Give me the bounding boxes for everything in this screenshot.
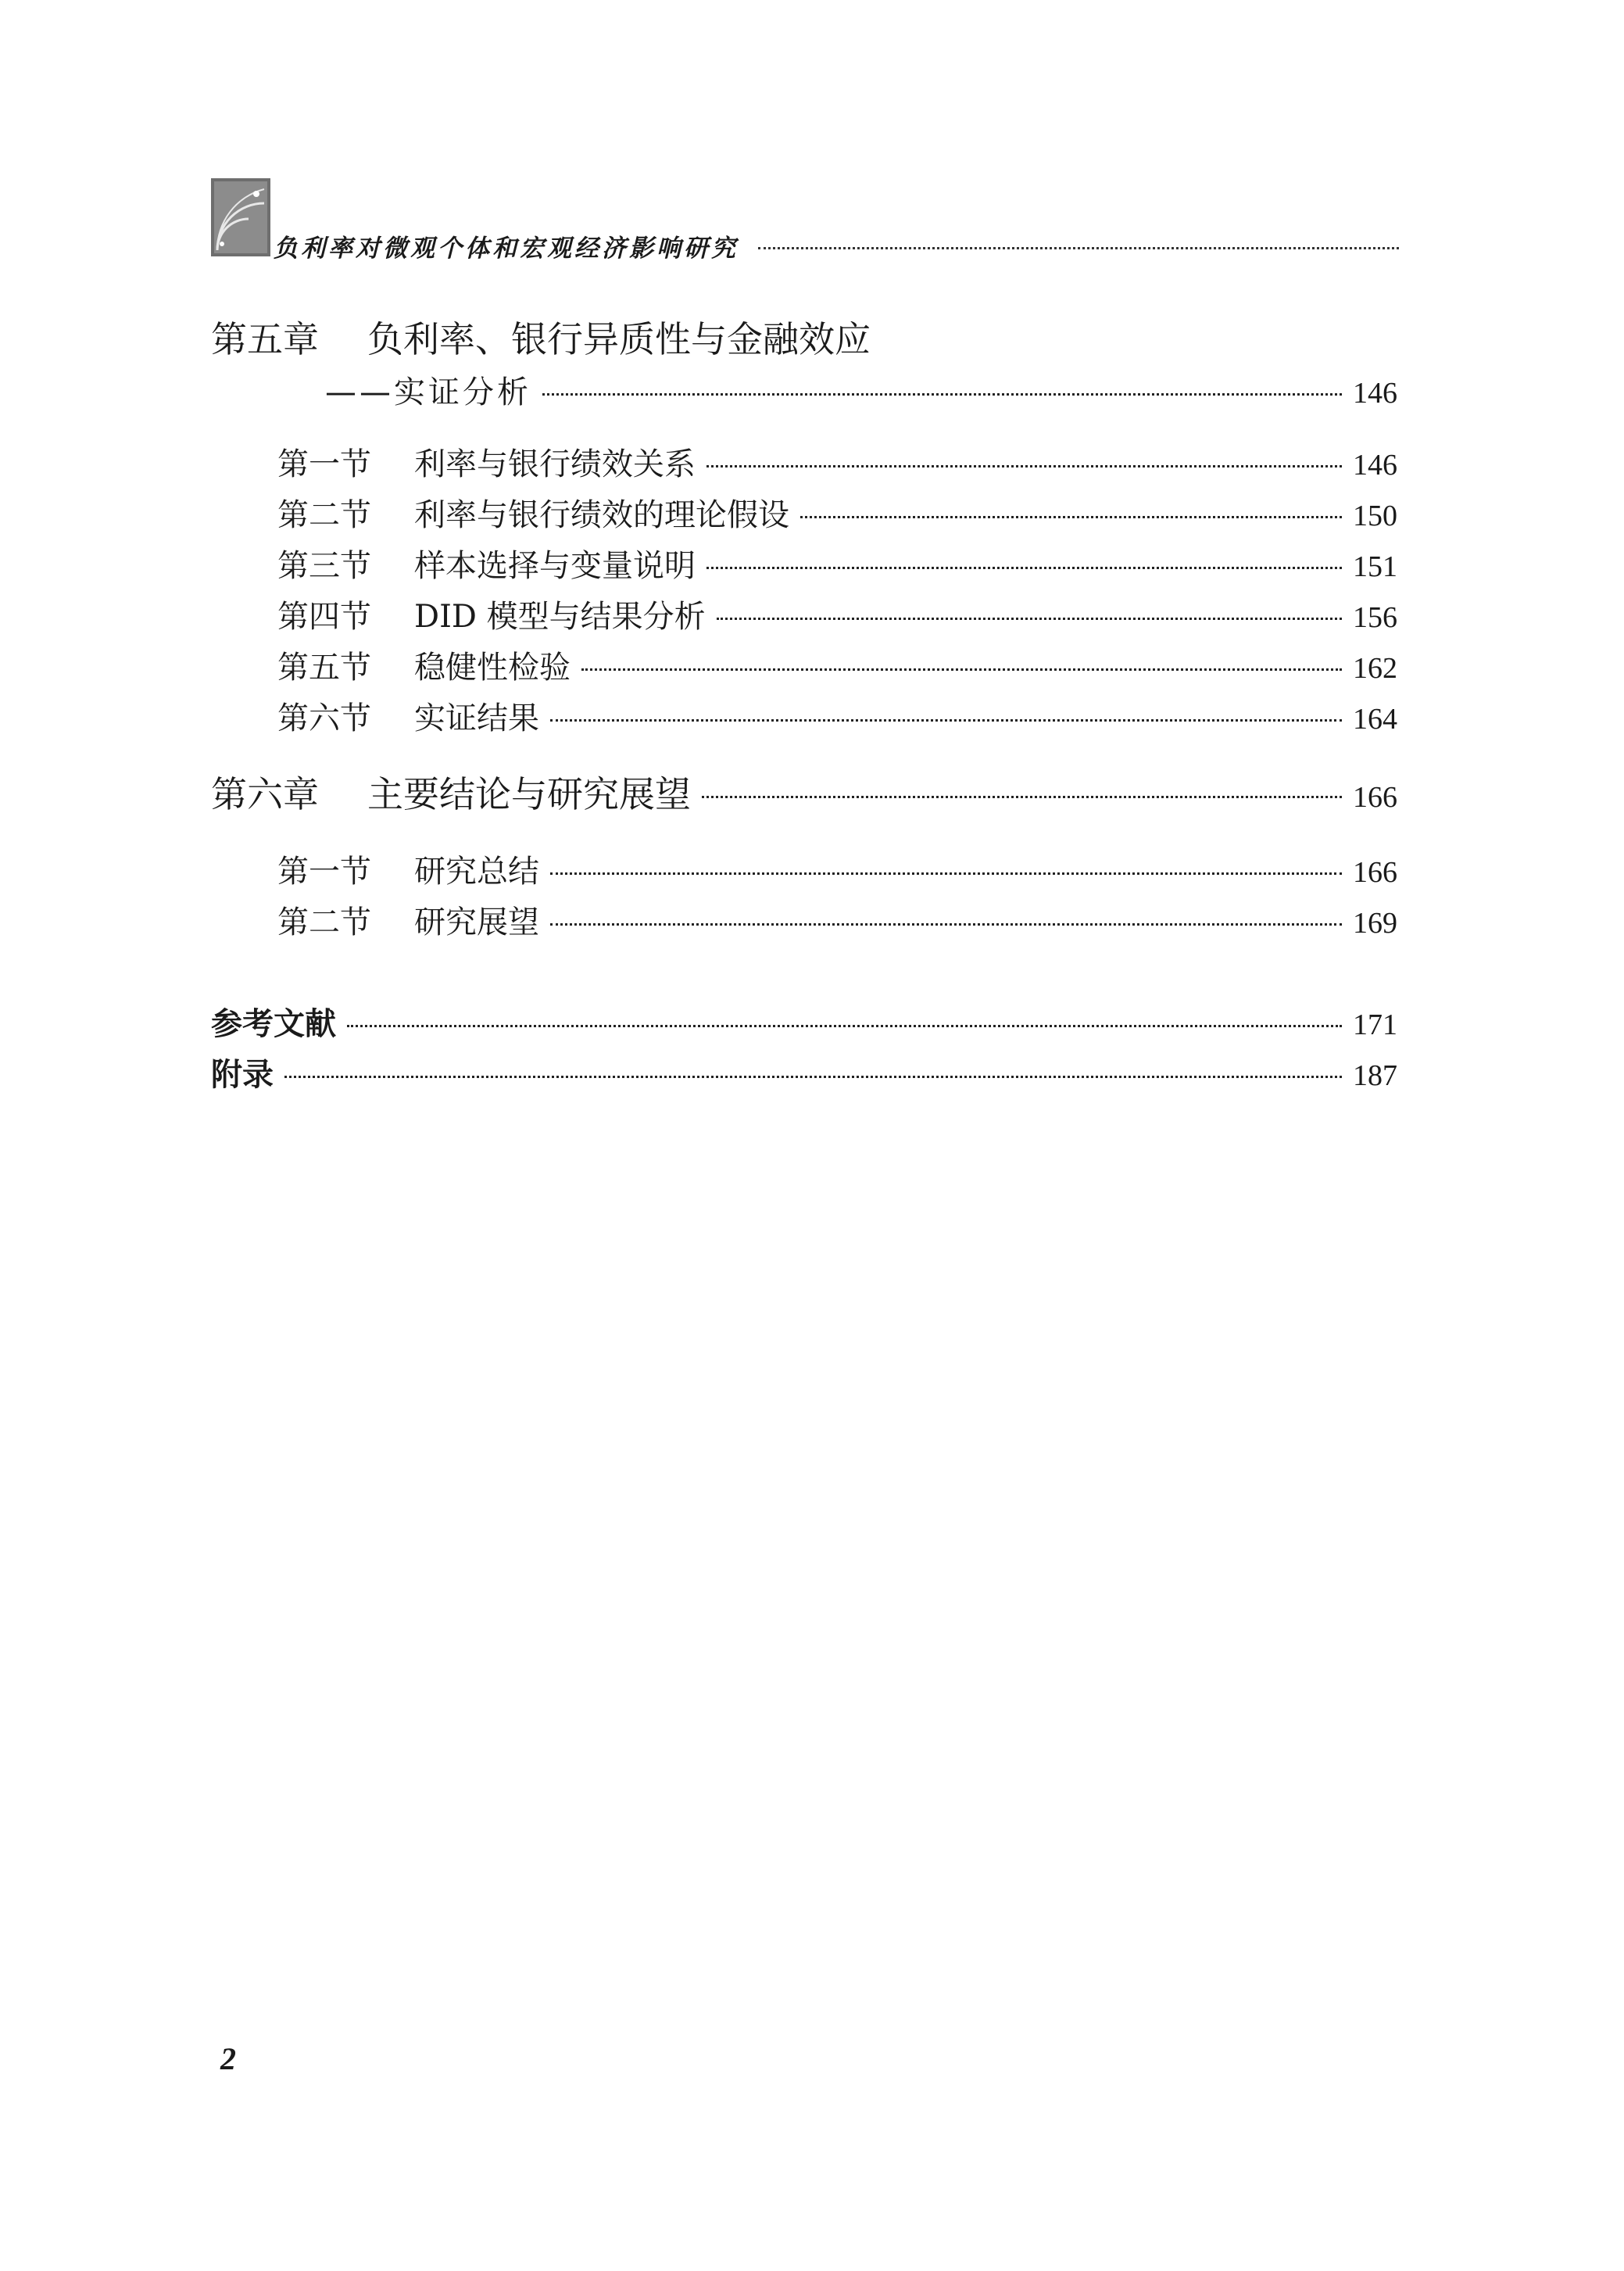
section-page: 156 <box>1353 601 1397 634</box>
chapter-5-number: 第五章 <box>211 318 319 360</box>
section-title: 稳健性检验 <box>414 650 571 686</box>
section-number: 第六节 <box>277 700 371 736</box>
section-number: 第五节 <box>277 650 371 686</box>
appendix-label: 附录 <box>211 1057 274 1093</box>
dot-leader <box>706 465 1342 467</box>
section-number: 第一节 <box>277 446 371 482</box>
section-title: 实证结果 <box>414 700 539 736</box>
toc-section-row[interactable] <box>211 592 1397 636</box>
chapter-5-page: 146 <box>1353 377 1397 410</box>
section-page: 162 <box>1353 652 1397 685</box>
dot-leader <box>706 567 1342 569</box>
running-header-title: 负利率对微观个体和宏观经济影响研究 <box>274 235 739 263</box>
references-row[interactable] <box>211 999 1397 1044</box>
header-dotted-rule <box>758 247 1399 249</box>
section-title: 研究总结 <box>414 854 539 890</box>
dot-leader <box>702 796 1342 798</box>
dot-leader <box>550 923 1342 926</box>
section-page: 146 <box>1353 449 1397 482</box>
dot-leader <box>800 516 1342 518</box>
dot-leader <box>717 618 1342 620</box>
references-label: 参考文献 <box>211 1006 336 1042</box>
section-page: 151 <box>1353 550 1397 583</box>
chapter-5-title: 负利率、银行异质性与金融效应 <box>367 318 871 360</box>
toc-section-row[interactable] <box>211 847 1397 891</box>
section-number: 第四节 <box>277 599 371 635</box>
section-page: 166 <box>1353 856 1397 889</box>
dot-leader <box>550 719 1342 722</box>
chapter-5-subtitle-row[interactable] <box>211 367 1397 412</box>
dot-leader <box>284 1076 1342 1078</box>
section-title: 研究展望 <box>414 904 539 940</box>
dot-leader <box>581 668 1342 671</box>
chapter-6-row[interactable] <box>211 766 1397 818</box>
section-title: 利率与银行绩效关系 <box>414 446 696 482</box>
section-number: 第三节 <box>277 548 371 584</box>
page-number: 2 <box>220 2041 236 2076</box>
toc-section-row[interactable] <box>211 439 1397 484</box>
section-number: 第二节 <box>277 497 371 533</box>
section-title: 利率与银行绩效的理论假设 <box>414 497 789 533</box>
chapter-6-number: 第六章 <box>211 773 319 815</box>
dot-leader <box>542 393 1342 396</box>
section-title: DID 模型与结果分析 <box>414 599 706 635</box>
toc-section-row[interactable] <box>211 897 1397 942</box>
section-number: 第一节 <box>277 854 371 890</box>
chapter-6-page: 166 <box>1353 781 1397 814</box>
section-page: 164 <box>1353 703 1397 736</box>
section-title: 样本选择与变量说明 <box>414 548 696 584</box>
appendix-row[interactable] <box>211 1050 1397 1094</box>
toc-section-row[interactable] <box>211 693 1397 738</box>
toc-section-row[interactable] <box>211 643 1397 687</box>
appendix-page: 187 <box>1353 1059 1397 1092</box>
book-logo-icon <box>211 178 270 256</box>
chapter-6-title: 主要结论与研究展望 <box>367 773 691 815</box>
dot-leader <box>550 872 1342 875</box>
references-page: 171 <box>1353 1008 1397 1041</box>
running-header <box>211 178 1399 264</box>
section-number: 第二节 <box>277 904 371 940</box>
section-page: 169 <box>1353 907 1397 940</box>
toc-section-row[interactable] <box>211 490 1397 535</box>
section-page: 150 <box>1353 500 1397 532</box>
chapter-5-heading[interactable] <box>211 311 871 363</box>
toc-section-row[interactable] <box>211 541 1397 586</box>
dot-leader <box>347 1025 1342 1027</box>
chapter-5-subtitle: ——实证分析 <box>325 374 531 410</box>
